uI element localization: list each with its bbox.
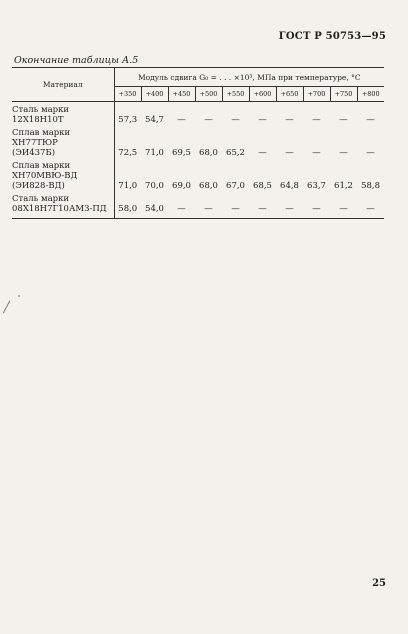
modulus-value-cell: 71,0 (118, 181, 138, 191)
modulus-value-cell: 70,0 (145, 181, 164, 191)
material-name-line: Сплав марки (12, 161, 71, 171)
temperature-header-cell: +550 (222, 87, 249, 102)
modulus-value-cell: 57,3 (118, 115, 138, 125)
page-number: 25 (372, 578, 386, 589)
modulus-value-cell: — (312, 148, 321, 158)
modulus-value-cell: 58,8 (361, 181, 380, 191)
table-body (12, 102, 384, 219)
material-cell (12, 102, 114, 126)
modulus-value-cell: — (222, 191, 249, 219)
table-row (12, 158, 384, 191)
modulus-value-cell: — (258, 148, 267, 158)
document-code: ГОСТ Р 50753—95 (278, 31, 386, 42)
material-name-line: (ЭИ828-ВД) (12, 181, 65, 191)
modulus-value-cell: 69,5 (172, 148, 191, 158)
modulus-value-cell: 69,0 (172, 181, 191, 191)
temperature-header-cell: +800 (357, 87, 384, 102)
modulus-value-cell: 64,8 (280, 181, 299, 191)
material-name-line: ХН70МВЮ-ВД (12, 171, 78, 181)
modulus-value-cell: 65,2 (226, 148, 245, 158)
temperature-header-cell: +450 (168, 87, 195, 102)
material-name-line: Сплав марки (12, 128, 71, 138)
temperature-header-cell: +650 (276, 87, 303, 102)
modulus-value-cell: 54,0 (141, 191, 168, 219)
modulus-value-cell: 63,7 (307, 181, 326, 191)
material-cell (12, 125, 114, 158)
material-name-line: ХН77ТЮР (12, 138, 58, 148)
modulus-value-cell: — (312, 115, 321, 125)
material-name-line: 12Х18Н10Т (12, 115, 64, 125)
modulus-value-cell: 61,2 (334, 181, 353, 191)
material-name-line: Сталь марки (12, 194, 70, 204)
modulus-value-cell: — (366, 148, 375, 158)
modulus-value-cell: — (195, 191, 222, 219)
temperature-header-cell: +600 (249, 87, 276, 102)
modulus-value-cell: — (258, 115, 267, 125)
modulus-value-cell: 71,0 (145, 148, 164, 158)
modulus-value-cell: 72,5 (118, 148, 138, 158)
margin-mark (3, 301, 10, 314)
temperature-group-header: Модуль сдвига G₀ = . . . ×10³, МПа при температуре, °С (114, 68, 384, 87)
temperature-header-cell: +700 (303, 87, 330, 102)
material-name-line: 08Х18Н7Г10АМ3-ПД (12, 204, 107, 214)
table-row (12, 125, 384, 158)
table-row (12, 191, 384, 219)
modulus-value-cell: — (177, 115, 186, 125)
table-row (12, 102, 384, 126)
temperature-header-cell: +400 (141, 87, 168, 102)
shear-modulus-table (12, 67, 384, 219)
modulus-value-cell: — (330, 191, 357, 219)
material-cell (12, 191, 114, 219)
temperature-header-cell: +500 (195, 87, 222, 102)
margin-dot (18, 295, 20, 297)
modulus-value-cell: 58,0 (114, 191, 141, 219)
modulus-value-cell: — (204, 115, 213, 125)
modulus-value-cell: — (276, 191, 303, 219)
modulus-value-cell: — (285, 115, 294, 125)
modulus-value-cell: — (339, 115, 348, 125)
modulus-value-cell: — (168, 191, 195, 219)
modulus-value-cell: 68,5 (253, 181, 272, 191)
material-name-line: (ЭИ437Б) (12, 148, 56, 158)
material-name-line: Сталь марки (12, 105, 70, 115)
material-column-header: Материал (12, 68, 114, 102)
modulus-value-cell: — (231, 115, 240, 125)
modulus-value-cell: 68,0 (199, 181, 218, 191)
material-cell (12, 158, 114, 191)
modulus-value-cell: — (366, 115, 375, 125)
modulus-value-cell: — (339, 148, 348, 158)
modulus-value-cell: — (249, 191, 276, 219)
modulus-value-cell: — (303, 191, 330, 219)
modulus-value-cell: 68,0 (199, 148, 218, 158)
modulus-value-cell: 54,7 (145, 115, 164, 125)
modulus-value-cell: — (357, 191, 384, 219)
temperature-header-cell: +750 (330, 87, 357, 102)
temperature-header-cell: +350 (114, 87, 141, 102)
modulus-value-cell: — (285, 148, 294, 158)
modulus-value-cell: 67,0 (226, 181, 245, 191)
table-caption: Окончание таблицы А.5 (14, 55, 139, 66)
